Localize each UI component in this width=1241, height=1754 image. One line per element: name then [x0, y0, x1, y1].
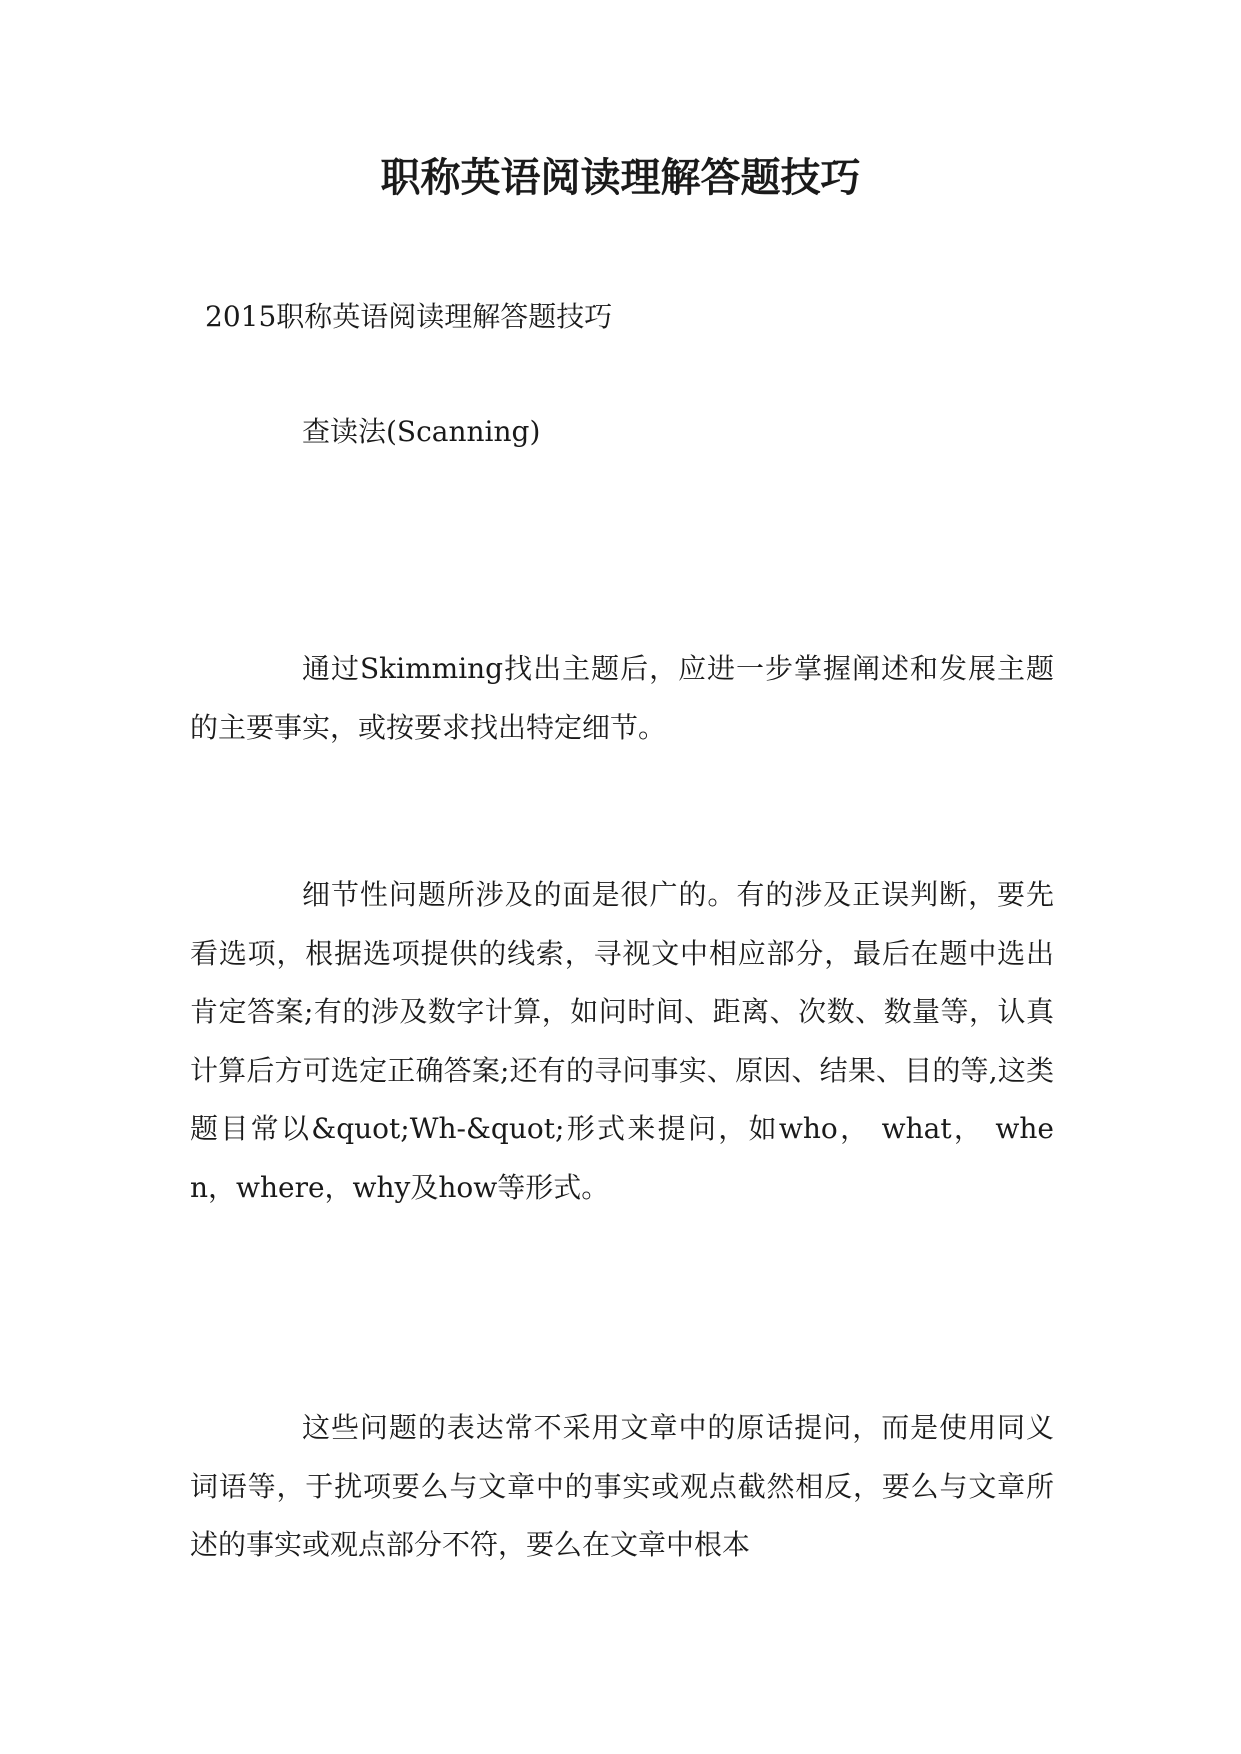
- section-heading: 查读法(Scanning): [302, 415, 541, 448]
- document-subtitle: 2015职称英语阅读理解答题技巧: [205, 300, 613, 333]
- paragraph: 通过Skimming找出主题后，应进一步掌握阐述和发展主题的主要事实，或按要求找出特定细节。: [190, 652, 1054, 744]
- paragraph: 细节性问题所涉及的面是很广的。有的涉及正误判断，要先看选项，根据选项提供的线索，寻视文中相应部分，最后在题中选出肯定答案;有的涉及数字计算，如问时间、距离、次数、数量等，认真计算后方可选定正确答案;还有的寻问事实、原因、结果、目的等,这类题目常以&quot;Wh-&quot;形式来提问，如who， what， when，where，why及how等形式。: [190, 878, 1054, 1204]
- paragraph: 这些问题的表达常不采用文章中的原话提问，而是使用同义词语等，于扰项要么与文章中的事实或观点截然相反，要么与文章所述的事实或观点部分不符，要么在文章中根本: [190, 1411, 1054, 1561]
- page-title: 职称英语阅读理解答题技巧: [380, 154, 861, 201]
